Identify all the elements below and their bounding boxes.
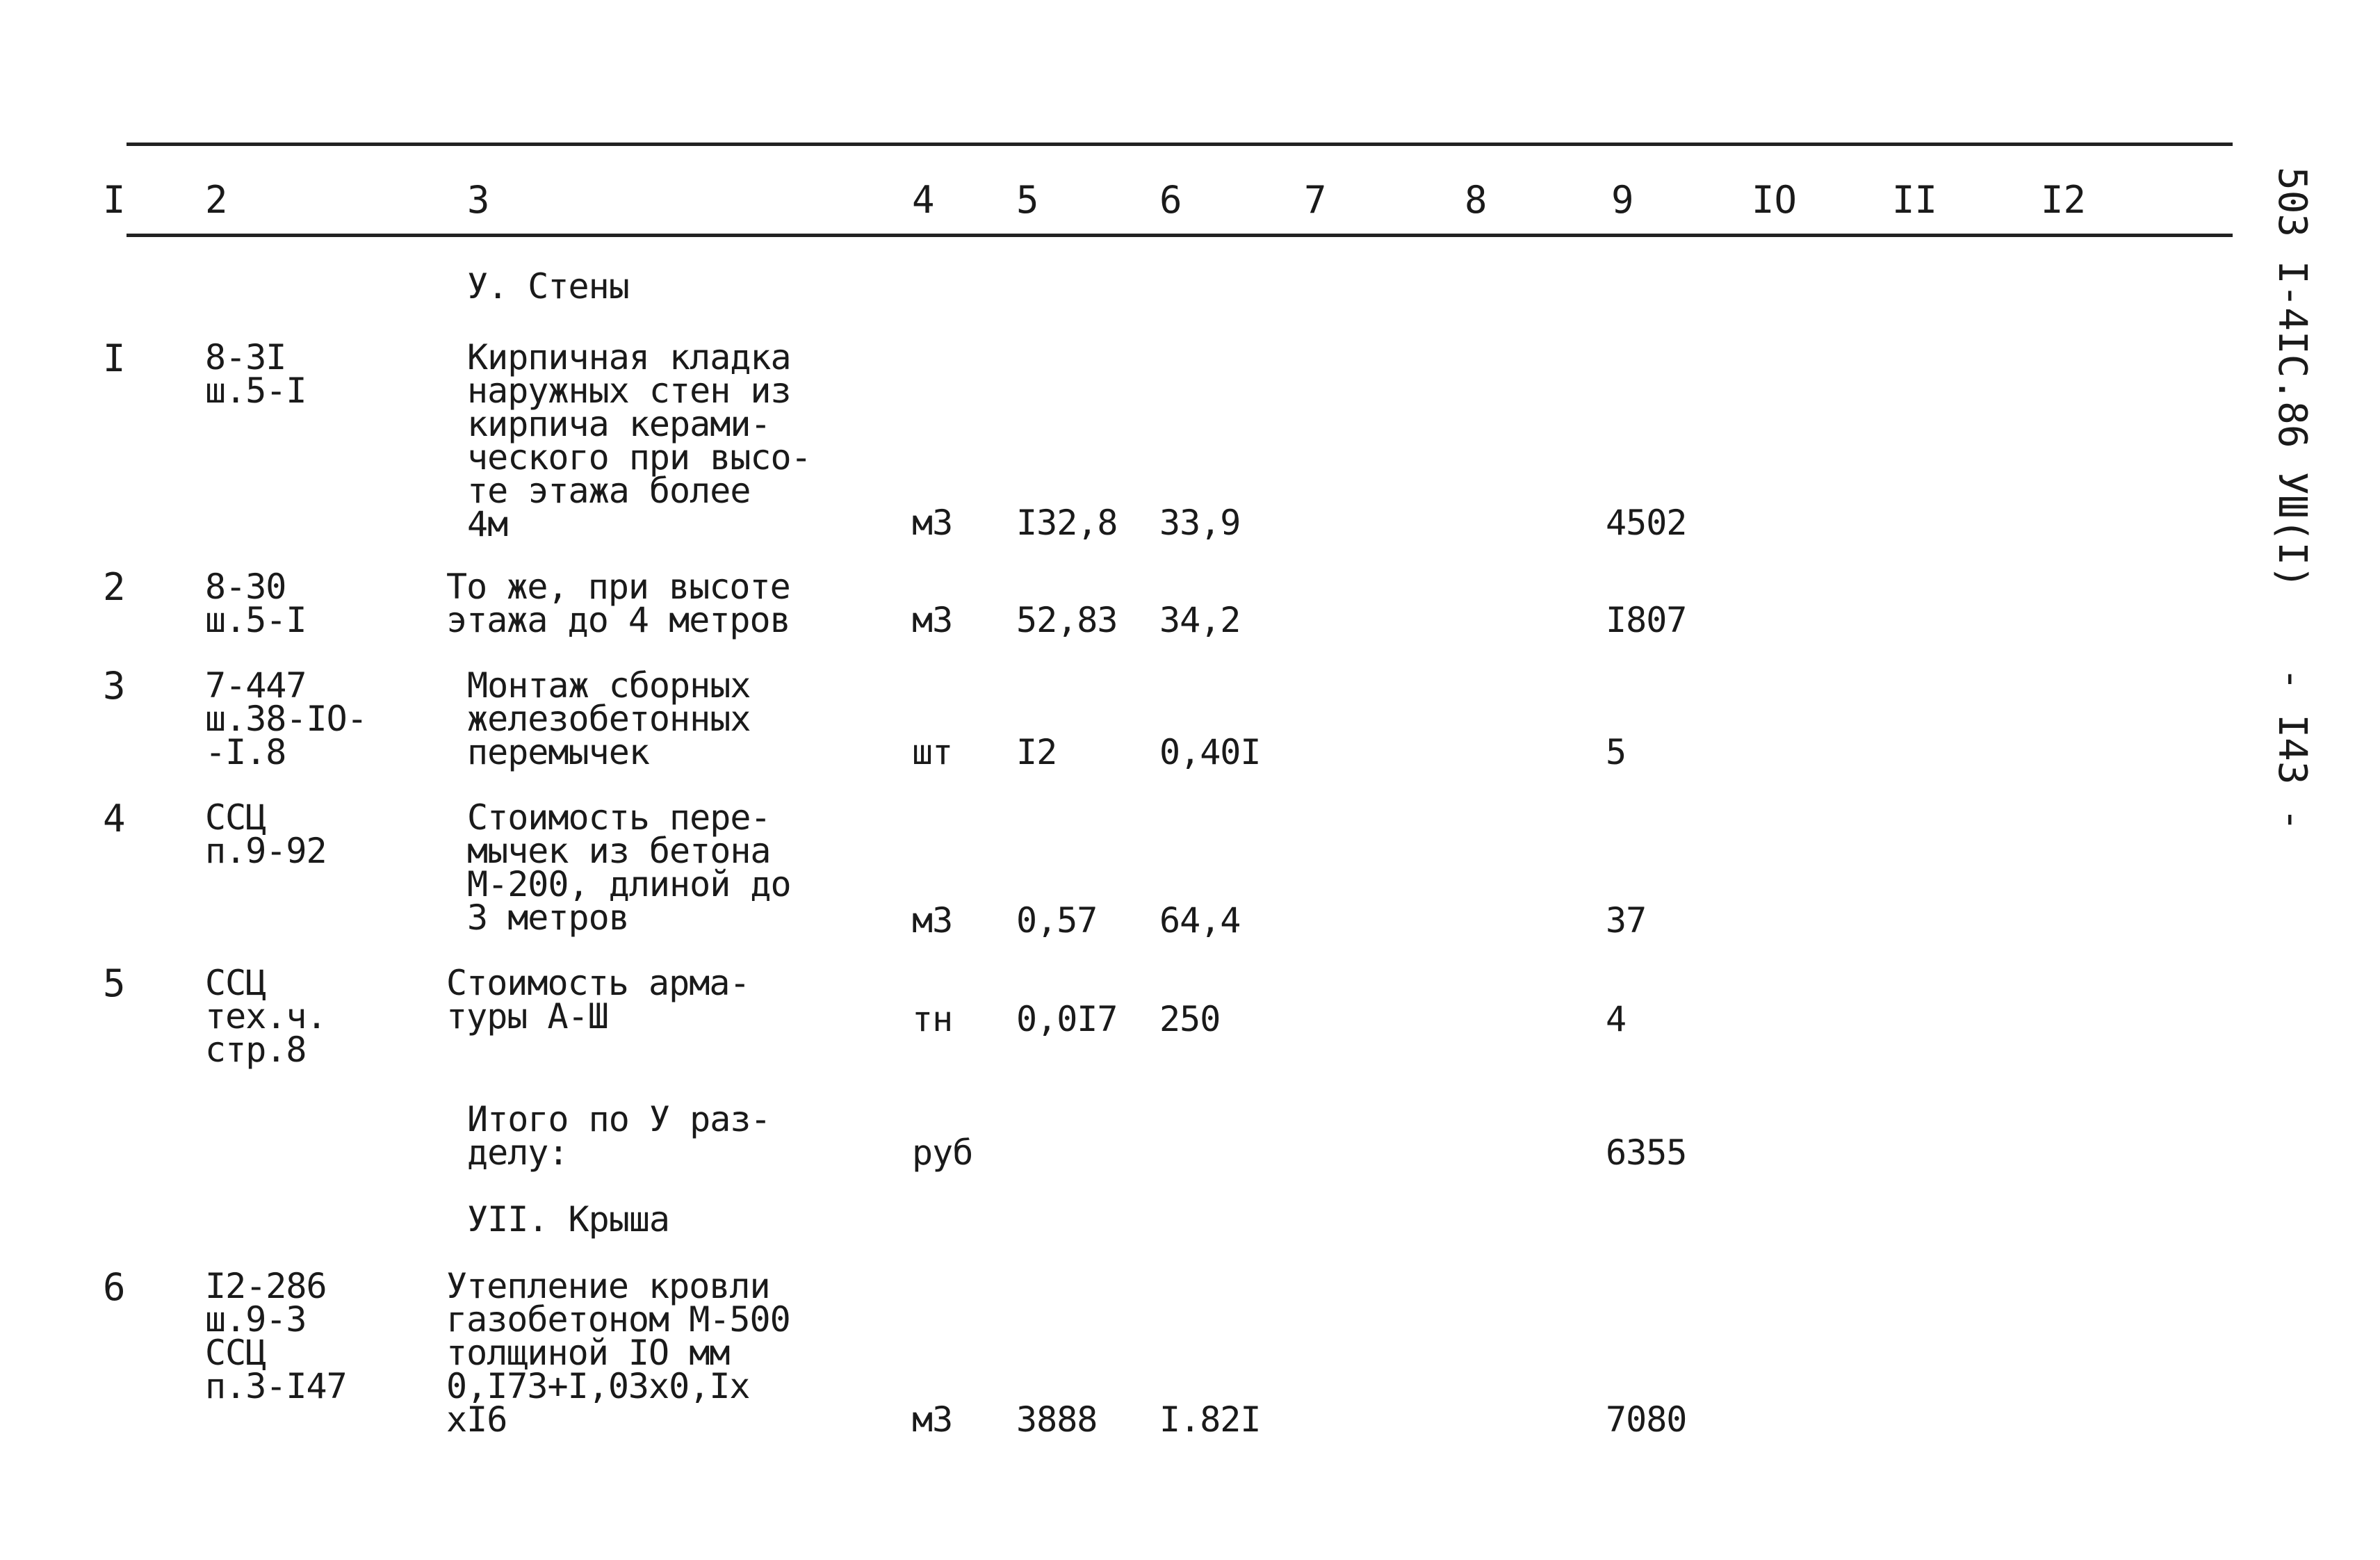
section-title-roof: УII. Крыша [467, 1199, 670, 1240]
row-6-unit: м3 [912, 1399, 953, 1440]
col-header-2: 2 [205, 178, 228, 222]
row-4-code: ССЦ п.9-92 [205, 797, 327, 871]
row-6-description: Утепление кровли газобетоном М-500 толщиной IO мм 0,I73+I,03х0,Iх хI6 [446, 1266, 790, 1440]
col-header-7: 7 [1304, 178, 1327, 222]
header-rule [127, 234, 2233, 237]
col-header-4: 4 [912, 178, 935, 222]
row-6-code: I2-286 ш.9-3 ССЦ п.3-I47 [205, 1266, 347, 1406]
subtotal-label: Итого по У раз- делу: [467, 1099, 771, 1173]
row-4-number: 4 [103, 797, 126, 840]
row-3-quantity: I2 [1016, 732, 1057, 772]
col-header-3: 3 [467, 178, 490, 222]
row-2-unit: м3 [912, 600, 953, 640]
row-6-number: 6 [103, 1265, 126, 1309]
row-3-number: 3 [103, 664, 126, 708]
row-1-description: Кирпичная кладка наружных стен из кирпича керами- ческого при высо- те этажа более 4м [467, 337, 811, 544]
col-header-11: II [1892, 178, 1938, 222]
row-4-unit: м3 [912, 900, 953, 941]
row-3-unit: шт [912, 732, 953, 772]
col-header-6: 6 [1159, 178, 1182, 222]
row-5-quantity: 0,0I7 [1016, 999, 1118, 1039]
section-title-walls: У. Стены [467, 266, 629, 307]
row-1-quantity: I32,8 [1016, 503, 1118, 543]
row-4-description: Стоимость пере- мычек из бетона М-200, длиной до 3 метров [467, 797, 791, 938]
top-rule [127, 143, 2233, 146]
row-3-total: 5 [1606, 732, 1627, 772]
row-5-number: 5 [103, 961, 126, 1005]
row-5-unit: тн [912, 999, 953, 1039]
row-6-price: I.82I [1159, 1399, 1261, 1440]
row-2-number: 2 [103, 565, 126, 609]
row-3-description: Монтаж сборных железобетонных перемычек [467, 665, 751, 772]
row-2-quantity: 52,83 [1016, 600, 1118, 640]
col-header-9: 9 [1611, 178, 1634, 222]
row-5-code: ССЦ тех.ч. стр.8 [205, 963, 327, 1070]
col-header-8: 8 [1465, 178, 1488, 222]
row-2-price: 34,2 [1159, 600, 1241, 640]
row-6-quantity: 3888 [1016, 1399, 1098, 1440]
subtotal-total: 6355 [1606, 1132, 1687, 1173]
document-code: 503 I-4IC.86 УШ(I) [2269, 167, 2315, 589]
col-header-12: I2 [2041, 178, 2087, 222]
row-1-code: 8-3I ш.5-I [205, 337, 307, 411]
row-1-unit: м3 [912, 503, 953, 543]
row-1-price: 33,9 [1159, 503, 1241, 543]
row-2-total: I807 [1606, 600, 1687, 640]
row-2-code: 8-30 ш.5-I [205, 567, 307, 640]
row-3-code: 7-447 ш.38-IO- -I.8 [205, 665, 367, 772]
row-1-total: 4502 [1606, 503, 1687, 543]
row-4-total: 37 [1606, 900, 1647, 941]
row-4-price: 64,4 [1159, 900, 1241, 941]
row-5-total: 4 [1606, 999, 1627, 1039]
page-number: - I43 - [2269, 667, 2315, 832]
row-1-number: I [103, 336, 126, 380]
row-2-description: То же, при высоте этажа до 4 метров [446, 567, 790, 640]
col-header-10: IO [1752, 178, 1798, 222]
row-5-price: 250 [1159, 999, 1221, 1039]
row-5-description: Стоимость арма- туры А-Ш [446, 963, 750, 1037]
row-4-quantity: 0,57 [1016, 900, 1098, 941]
col-header-5: 5 [1016, 178, 1039, 222]
row-6-total: 7080 [1606, 1399, 1687, 1440]
subtotal-unit: руб [912, 1132, 973, 1173]
col-header-1: I [103, 178, 126, 222]
row-3-price: 0,40I [1159, 732, 1261, 772]
